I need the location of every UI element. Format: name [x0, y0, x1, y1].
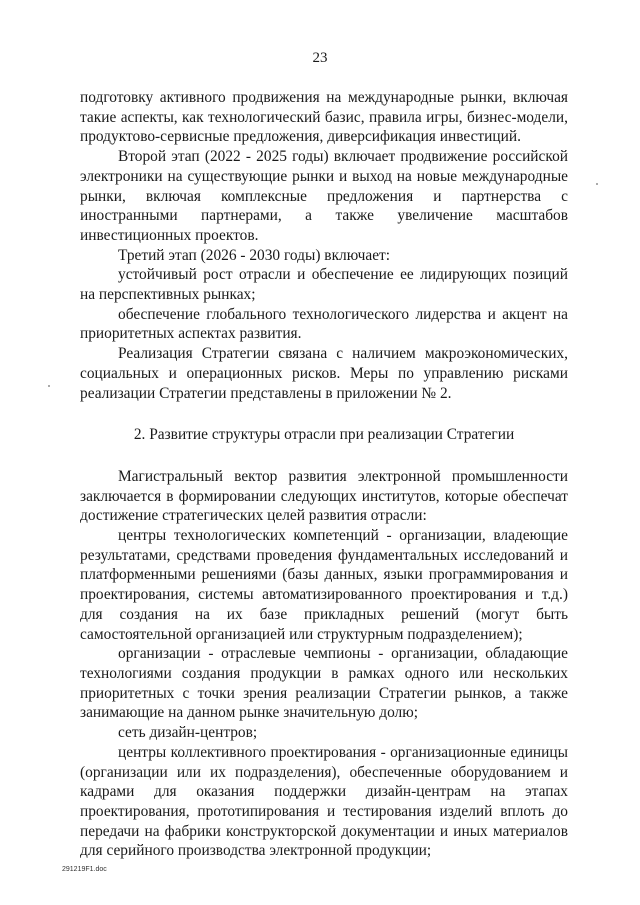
paragraph-stage-two: Второй этап (2022 - 2025 годы) включает продвижение российской электроники на существующие рынки и выход на новые международные рынки, включая комплексные предложения и партнерства с иностранными партнерами, а также увеличение масштабов инвестиционных проектов.	[80, 148, 568, 244]
list-item-tech-centers: центры технологических компетенций - организации, владеющие результатами, средствами проведения фундаментальных исследований и платформенными решениями (базы данных, языки программирования и проектирования, системы автоматизированного проектирования и т.д.) для создания на их базе прикладных решений (могут быть самостоятельной организацией или структурным подразделением);	[80, 527, 568, 643]
margin-mark-left	[48, 385, 50, 387]
list-item-growth: устойчивый рост отрасли и обеспечение ее лидирующих позиций на перспективных рынках;	[80, 266, 568, 304]
file-name-footer: 291219F1.doc	[62, 866, 107, 873]
paragraph-continuation: подготовку активного продвижения на международные рынки, включая такие аспекты, как технологический базис, правила игры, бизнес-модели, продуктово-сервисные предложения, диверсификация инвестиций.	[80, 89, 568, 146]
paragraph-stage-three: Третий этап (2026 - 2030 годы) включает:	[118, 246, 391, 264]
section-heading: 2. Развитие структуры отрасли при реализации Стратегии	[133, 426, 515, 444]
list-item-leadership: обеспечение глобального технологического лидерства и акцент на приоритетных аспектах развития.	[80, 305, 568, 343]
list-item-champions: организации - отраслевые чемпионы - организации, обладающие технологиями создания продукции в рамках одного или нескольких приоритетных с точки зрения реализации Стратегии рынков, а также занимающие на данном рынке значительную долю;	[80, 645, 568, 722]
list-item-design-centers: сеть дизайн-центров;	[118, 724, 258, 742]
page-number: 23	[312, 50, 328, 66]
document-body	[80, 88, 568, 861]
paragraph-main-vector: Магистральный вектор развития электронной промышленности заключается в формировании следующих институтов, которые обеспечат достижение стратегических целей развития отрасли:	[80, 467, 568, 525]
paragraph-risks: Реализация Стратегии связана с наличием макроэкономических, социальных и операционных рисков. Меры по управлению рисками реализации Стратегии представлены в приложении № 2.	[80, 345, 568, 402]
list-item-collective-design: центры коллективного проектирования - организационные единицы (организации или их подразделения), обеспеченные оборудованием и кадрами для оказания поддержки дизайн-центрам на этапах проектирования, прототипирования и тестирования изделий вплоть до передачи на фабрики конструкторской документации и иных материалов для серийного производства электронной продукции;	[80, 743, 568, 860]
margin-mark-right	[596, 183, 598, 185]
